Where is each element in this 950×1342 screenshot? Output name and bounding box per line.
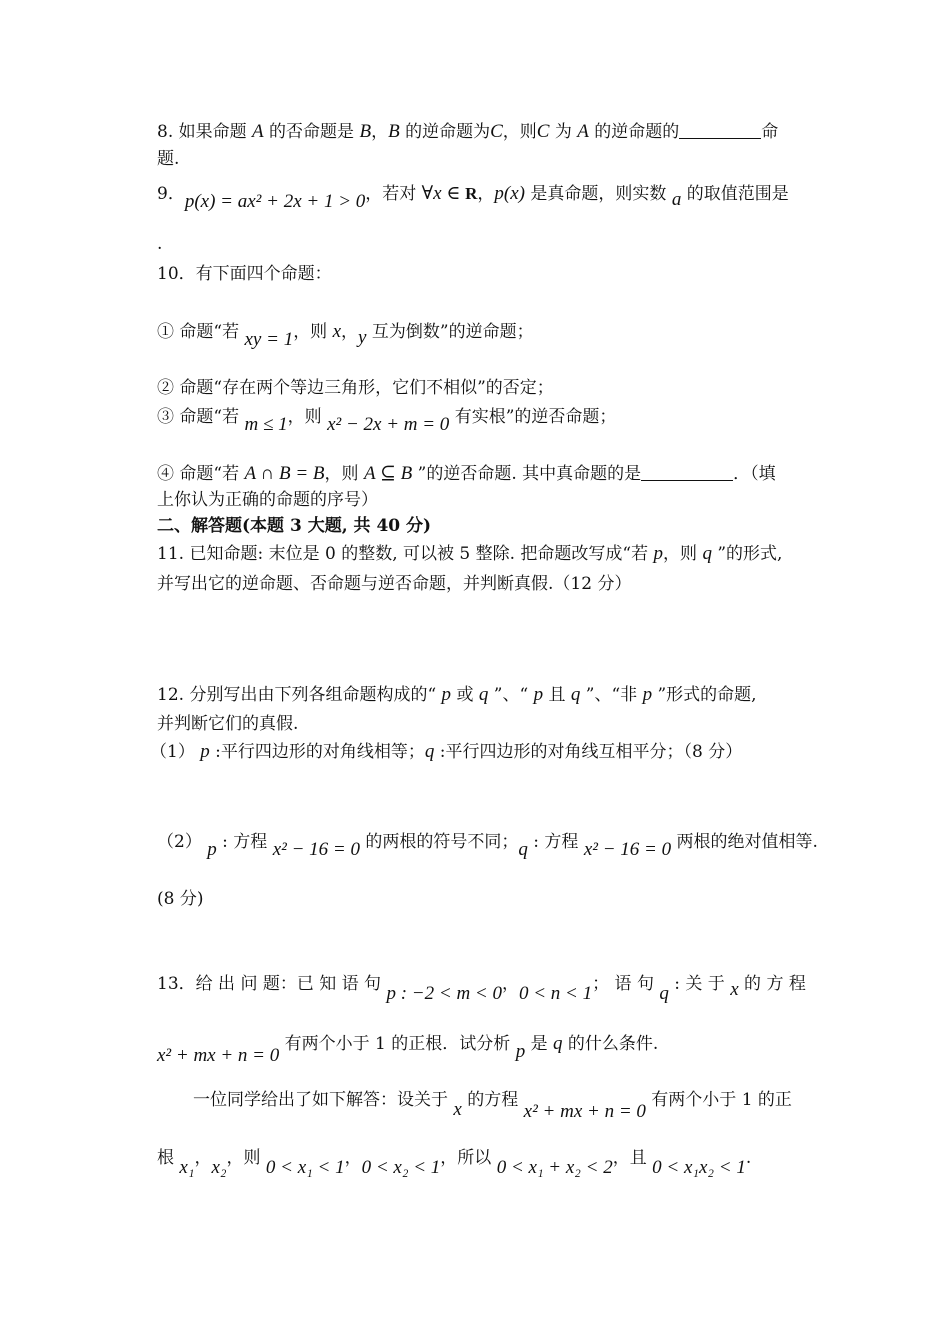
math-x2: x₂	[211, 1157, 227, 1178]
math-p-condition: p : −2 < m < 0	[386, 983, 502, 1004]
math-a: a	[671, 189, 682, 210]
q13-text: ，	[501, 974, 519, 994]
q13-text: 的方程	[461, 1090, 524, 1110]
math-p: p	[200, 741, 210, 762]
q9-text: 的取值范围是	[681, 184, 789, 204]
math-p: p	[533, 684, 544, 705]
math-p: p	[653, 543, 664, 564]
q13-text: 根	[157, 1148, 180, 1168]
q10-text: 互为倒数”的逆命题；	[366, 322, 534, 342]
q13-line3	[157, 1088, 792, 1122]
q11-line2	[157, 572, 631, 596]
section-title	[157, 514, 431, 538]
math-x: x	[730, 979, 739, 1000]
math-equation: x² − 16 = 0	[272, 839, 360, 860]
math-product-range: 0 < x₁x₂ < 1	[652, 1157, 746, 1178]
q12-text: 并判断它们的真假.	[157, 714, 299, 734]
q11-text: 11. 已知命题: 末位是 0 的整数, 可以被 5 整除. 把命题改写成“若	[157, 544, 654, 564]
math-B: B	[359, 121, 372, 142]
math-q: q	[553, 1033, 563, 1054]
math-intersection: A ∩ B = B	[244, 463, 325, 484]
math-n-range: 0 < n < 1	[518, 983, 593, 1004]
q12-text: ”形式的命题,	[652, 685, 757, 705]
q12-line1	[157, 683, 757, 707]
math-quadratic: x² − 2x + m = 0	[327, 414, 450, 435]
q13-text: .	[745, 1148, 752, 1168]
q8-text: 题.	[157, 149, 180, 169]
q10-text: ，则	[287, 407, 328, 427]
q9-line2	[157, 232, 162, 256]
q13-line2	[157, 1032, 659, 1066]
answer-blank[interactable]	[641, 462, 733, 481]
q12-text: （2）	[157, 832, 208, 852]
math-y: y	[358, 327, 367, 348]
math-quadratic: x² + mx + n = 0	[157, 1045, 280, 1066]
q10-item1	[157, 320, 534, 350]
answer-blank[interactable]	[679, 120, 761, 139]
q13-text: ，所以	[440, 1148, 497, 1168]
math-xy-eq-1: xy = 1	[244, 329, 294, 350]
q10-item4	[157, 462, 776, 486]
q12-text: 或	[451, 685, 479, 705]
q8-text: 命	[761, 122, 779, 142]
q10-text: ② 命题“存在两个等边三角形，它们不相似”的否定；	[157, 378, 554, 398]
math-m-le-1: m ≤ 1	[244, 414, 288, 435]
q12-text: 的两根的符号不同；	[359, 832, 519, 852]
q8-text: 的逆命题的	[588, 122, 680, 142]
math-A: A	[252, 121, 264, 142]
math-equation: x² − 16 = 0	[583, 839, 672, 860]
q8-text: 8. 如果命题	[157, 122, 253, 142]
q13-line1	[157, 972, 806, 1004]
math-C: C	[536, 121, 550, 142]
q10-text: ．（填	[733, 464, 776, 484]
math-R: R	[465, 184, 478, 203]
math-x2-range: 0 < x₂ < 1	[361, 1157, 441, 1178]
q8-text: 的逆命题为	[399, 122, 491, 142]
q12-text: （1）	[150, 742, 201, 762]
math-q: q	[702, 543, 712, 564]
q12-text: 且	[543, 685, 571, 705]
q13-text: 有两个小于 1 的正根．试分析	[279, 1034, 516, 1054]
q13-line4	[157, 1146, 752, 1178]
q13-text: 有两个小于 1 的正	[645, 1090, 792, 1110]
q13-text: 的什么条件.	[562, 1034, 659, 1054]
section-heading: 二、解答题(本题 3 大题, 共 40 分)	[157, 516, 432, 536]
q11-text: 并写出它的逆命题、否命题与逆否命题，并判断真假.（12 分）	[157, 574, 632, 594]
q13-text: 13．给 出 问 题：已 知 语 句	[157, 974, 387, 994]
q10-intro	[157, 262, 332, 286]
math-C: C	[490, 121, 503, 142]
q10-text: 上你认为正确的命题的序号）	[157, 490, 378, 510]
math-p: p	[207, 839, 217, 860]
q13-text: ，	[344, 1148, 362, 1168]
q11-line1	[157, 542, 782, 566]
q10-text: ④ 命题“若	[157, 464, 245, 484]
q8-text: 的否命题是	[263, 122, 360, 142]
math-x: x	[453, 1099, 462, 1120]
q10-text: 10．有下面四个命题：	[157, 264, 332, 284]
q9-text: 是真命题，则实数	[525, 184, 672, 204]
q10-item2	[157, 376, 554, 400]
q12-text: 12. 分别写出由下列各组命题构成的“	[157, 685, 442, 705]
math-px-expression: p(x) = ax² + 2x + 1 > 0	[184, 191, 366, 212]
q10-text: ① 命题“若	[157, 322, 245, 342]
q12-text: : 方程	[527, 832, 584, 852]
question-number: 9．	[157, 184, 185, 204]
q8-text: ，	[371, 122, 389, 142]
q13-text: ，且	[612, 1148, 653, 1168]
q9-line1	[157, 182, 789, 212]
q13-text: ，则	[226, 1148, 266, 1168]
q12-sub2-score	[157, 887, 203, 911]
q10-text: 有实根”的逆否命题；	[449, 407, 617, 427]
q12-text: : 方程	[216, 832, 273, 852]
q12-text: 两根的绝对值相等.	[671, 832, 818, 852]
math-px: p(x)	[494, 183, 526, 204]
q10-text: ，	[341, 322, 359, 342]
q8-text: ，则	[502, 122, 537, 142]
math-subset: A ⊆ B	[363, 463, 413, 484]
math-q: q	[570, 684, 581, 705]
q10-text: ，则	[324, 464, 364, 484]
q13-text: 的 方 程	[738, 974, 806, 994]
math-B: B	[388, 121, 400, 142]
q13-text: ； 语 句	[592, 974, 660, 994]
math-quadratic: x² + mx + n = 0	[523, 1101, 646, 1122]
q12-text: :平行四边形的对角线互相平分；（8 分）	[434, 742, 743, 762]
q10-text: ，则	[293, 322, 333, 342]
q10-item3	[157, 405, 617, 435]
math-p: p	[515, 1041, 526, 1062]
math-sum-range: 0 < x₁ + x₂ < 2	[496, 1157, 613, 1178]
math-q: q	[659, 983, 669, 1004]
math-q: q	[424, 741, 435, 762]
q8-line2	[157, 147, 179, 171]
q12-text: :平行四边形的对角线相等；	[209, 742, 425, 762]
q11-text: ”的形式,	[711, 544, 783, 564]
q12-line2	[157, 712, 298, 736]
math-p: p	[642, 684, 653, 705]
math-A: A	[577, 121, 589, 142]
q11-text: ，则	[663, 544, 703, 564]
q12-sub2	[157, 830, 818, 860]
q12-text: ”、“非	[580, 685, 643, 705]
q9-text: ，若对	[365, 184, 422, 204]
q13-text: ，	[194, 1148, 212, 1168]
q9-text: .	[157, 234, 163, 254]
math-p: p	[441, 684, 452, 705]
q13-text: 是	[525, 1034, 553, 1054]
q13-text: 一位同学给出了如下解答：设关于	[193, 1090, 454, 1110]
q8-line1	[157, 120, 778, 144]
math-q: q	[518, 839, 528, 860]
math-x1: x₁	[179, 1157, 195, 1178]
math-x: x	[332, 321, 342, 342]
q13-text: : 关 于	[668, 974, 731, 994]
q9-text: ，	[477, 184, 495, 204]
math-forall: ∀x ∈	[421, 183, 466, 204]
math-q: q	[478, 684, 489, 705]
q12-text: ”、“	[488, 685, 534, 705]
q10-text: ”的逆否命题. 其中真命题的是	[412, 464, 642, 484]
q10-item4-line2	[157, 488, 378, 512]
q12-text: (8 分)	[157, 889, 204, 909]
q8-text: 为	[549, 122, 578, 142]
q12-sub1	[150, 740, 742, 764]
q10-text: ③ 命题“若	[157, 407, 245, 427]
math-x1-range: 0 < x₁ < 1	[265, 1157, 345, 1178]
